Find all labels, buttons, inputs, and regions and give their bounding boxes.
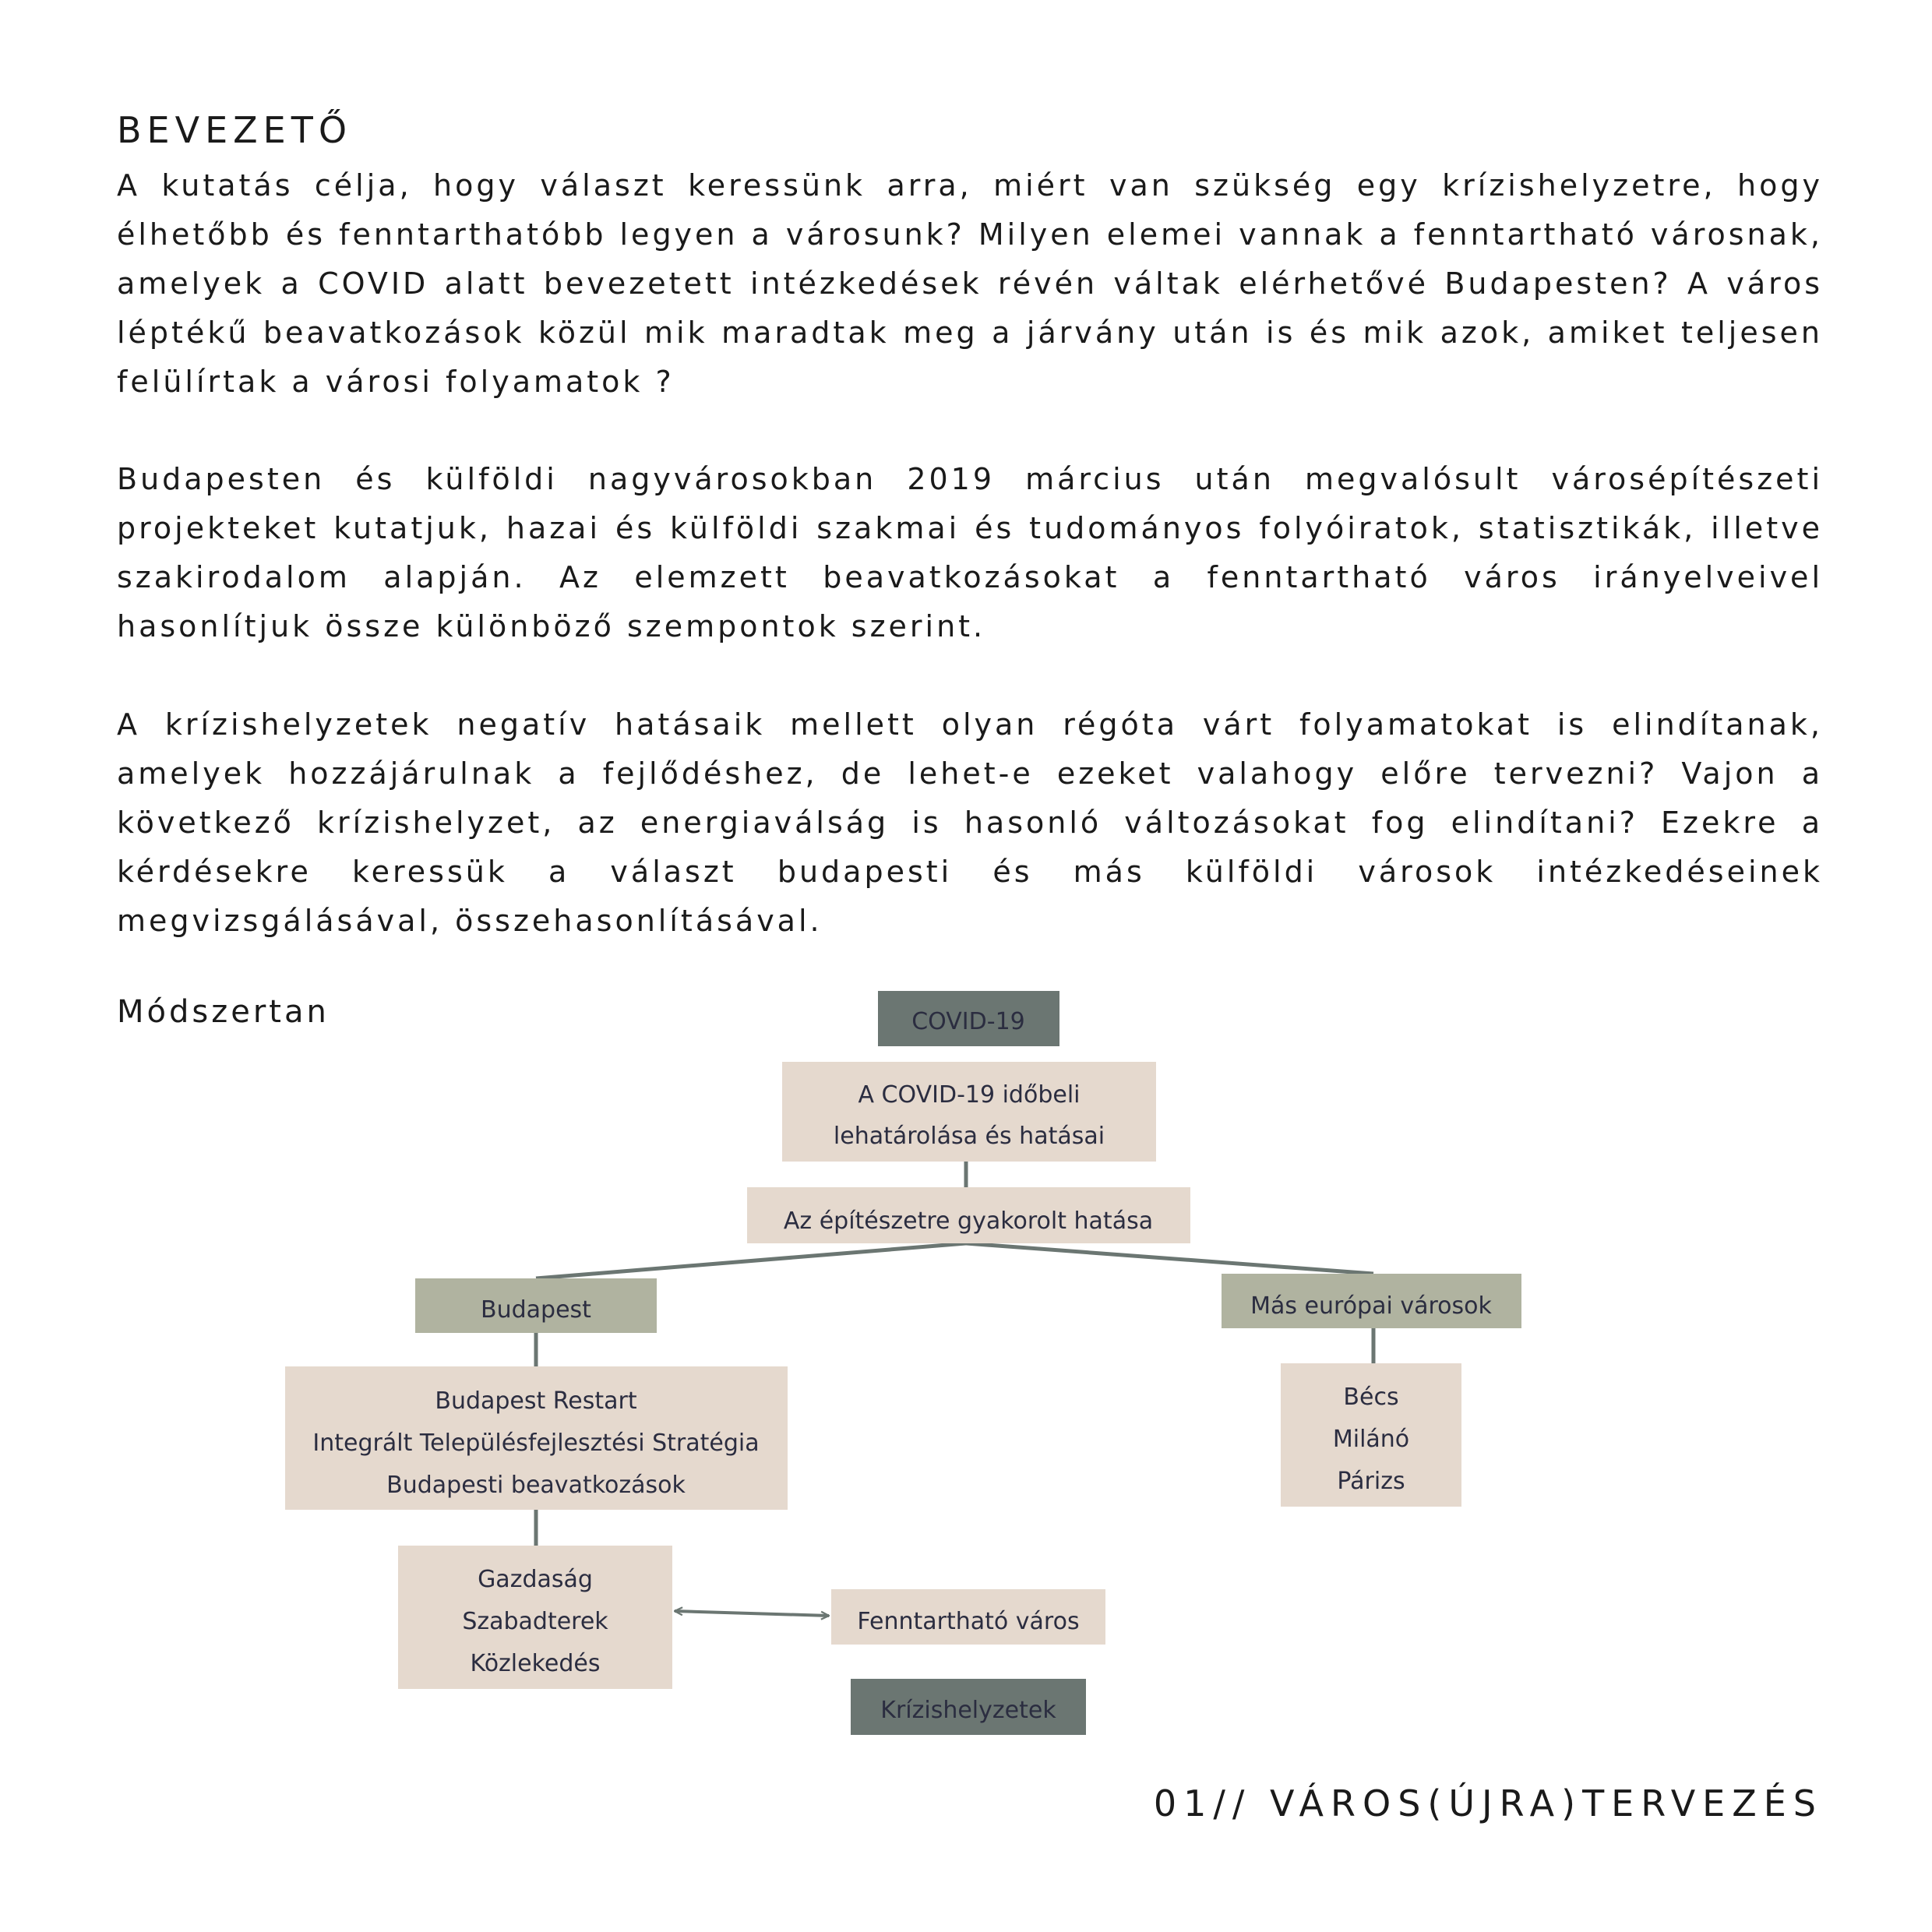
box-europe-label: Más európai városok (1250, 1292, 1492, 1320)
box-timeline-line-1: A COVID-19 időbeli (858, 1081, 1081, 1109)
intro-paragraph-3: A krízishelyzetek negatív hatásaik mellett olyan régóta várt folyamatokat is elindítanak, amelyek hozzájárulnak a fejlődéshez, de lehet-e ezeket valahogy előre tervezni? Vajon a következő krízishelyzet, az energiaválság is hasonló változásokat fog elindítani? Ezekre a kérdésekre keressük a választ budapesti és más külföldi városok intézkedéseinek megvizsgálásával, összehasonlításával. (117, 707, 1823, 938)
box-architecture-label: Az építészetre gyakorolt hatása (783, 1208, 1154, 1235)
box-timeline (782, 1062, 1156, 1162)
box-timeline-line-2: lehatárolása és hatásai (833, 1123, 1105, 1150)
page-heading: BEVEZETŐ (117, 109, 353, 151)
method-label: Módszertan (117, 994, 330, 1030)
connector-architecture-budapest (536, 1243, 966, 1278)
box-cities (1281, 1363, 1461, 1507)
city-item: Milánó (1332, 1426, 1410, 1453)
budapest-item: Budapesti beavatkozások (386, 1472, 686, 1499)
city-item: Bécs (1343, 1384, 1399, 1411)
box-budapest-items (285, 1366, 788, 1510)
box-architecture (747, 1187, 1190, 1243)
box-sustainable-label: Fenntartható város (857, 1608, 1080, 1635)
box-covid (878, 991, 1059, 1046)
intro-paragraph-1: A kutatás célja, hogy választ keressünk arra, miért van szükség egy krízishelyzetre, hogy élhetőbb és fenntarthatóbb legyen a városunk? Milyen elemei vannak a fenntartható városnak, amelyek a COVID alatt bevezetett intézkedések révén váltak elérhetővé Budapesten? A város léptékű beavatkozások közül mik maradtak meg a járvány után is és mik azok, amiket teljesen felülírtak a városi folyamatok ? (117, 168, 1823, 399)
box-budapest (415, 1278, 657, 1333)
box-budapest-label: Budapest (481, 1296, 591, 1324)
city-item: Párizs (1337, 1468, 1405, 1495)
box-crisis (851, 1679, 1086, 1735)
footer-title: 01// VÁROS(ÚJRA)TERVEZÉS (1153, 1782, 1823, 1824)
topic-item: Közlekedés (470, 1650, 601, 1677)
intro-paragraph-2: Budapesten és külföldi nagyvárosokban 2019 március után megvalósult városépítészeti projekteket kutatjuk, hazai és külföldi szakmai és tudományos folyóiratok, statisztikák, illetve szakirodalom alapján. Az elemzett beavatkozásokat a fenntartható város irányelveivel hasonlítjuk össze különböző szempontok szerint. (117, 462, 1823, 643)
budapest-item: Budapest Restart (435, 1387, 637, 1415)
double-arrow (675, 1611, 829, 1616)
topic-item: Szabadterek (462, 1608, 608, 1635)
box-sustainable (831, 1589, 1105, 1645)
box-topics (398, 1546, 672, 1689)
connector-architecture-europe (966, 1243, 1373, 1274)
box-covid-label: COVID-19 (911, 1008, 1025, 1035)
topic-item: Gazdaság (478, 1566, 593, 1593)
budapest-item: Integrált Településfejlesztési Stratégia (312, 1430, 760, 1457)
box-crisis-label: Krízishelyzetek (880, 1697, 1056, 1724)
box-europe (1222, 1274, 1521, 1328)
